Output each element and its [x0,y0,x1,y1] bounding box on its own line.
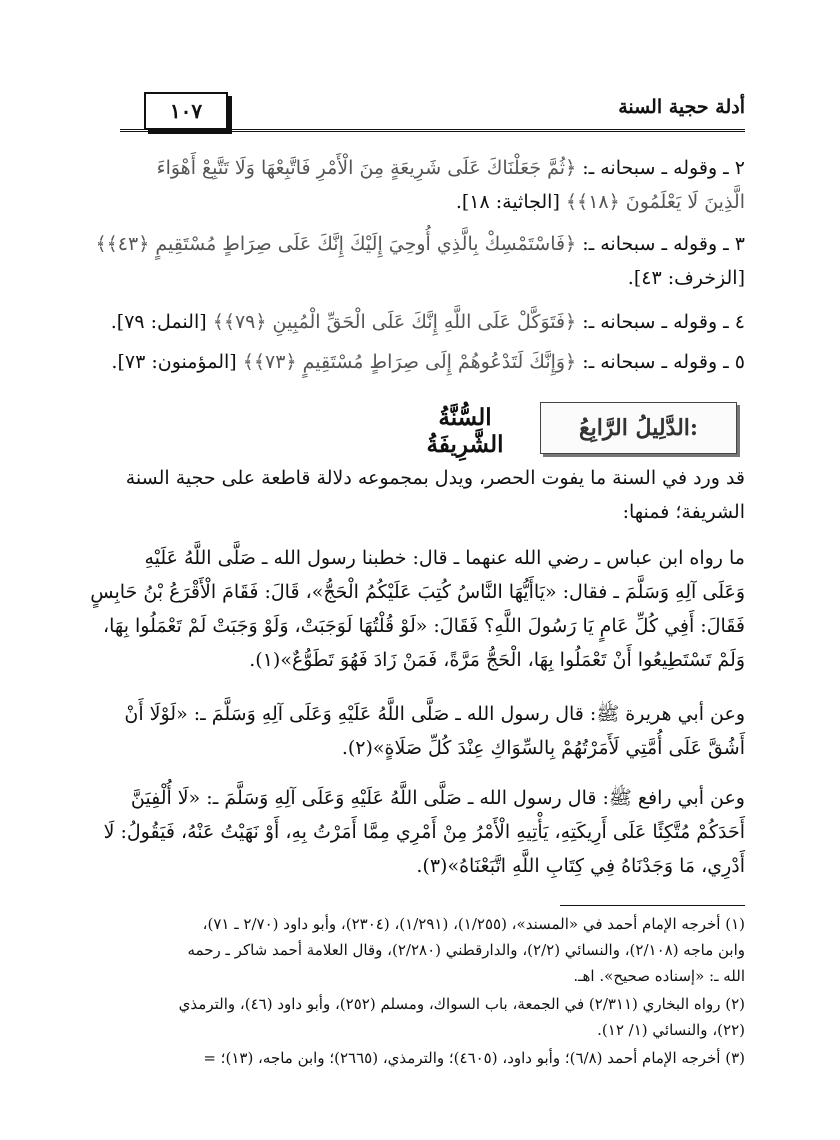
page-number: ١٠٧ [144,92,228,130]
footnote-line: (١) أخرجه الإمام أحمد في «المسند»، (١/٢٥٥)، (١/٢٩١)، (٢٣٠٤)، وأبو داود (٢/٧٠ ـ ٧١)، [202,915,745,933]
footnote-line: (٢) رواه البخاري (٢/٣١١) في الجمعة، باب السواك، ومسلم (٢٥٢)، وأبو داود (٤٦)، والترمذي [178,995,745,1013]
verse-reference: [المؤمنون: ٧٣]. [111,351,243,373]
paragraph-line: الشريفة؛ فمنها: [622,501,745,523]
quran-text: ﴿فَاسْتَمْسِكْ بِالَّذِي أُوحِيَ إِلَيْكَ إِنَّكَ عَلَى صِرَاطٍ مُسْتَقِيمٍ ﴿٤٣﴾﴾ [95,233,577,255]
verse-line [110,306,745,338]
verse-reference: [الجاثية: ١٨]. [455,191,566,213]
verse-reference: [النمل: ٧٩]. [110,311,213,333]
quran-text: ﴿وَإِنَّكَ لَتَدْعُوهُمْ إِلَى صِرَاطٍ مُسْتَقِيمٍ ﴿٧٣﴾﴾ [242,351,577,373]
verse-prefix: ٢ ـ وقوله ـ سبحانه ـ: [576,157,745,179]
header-rule [120,129,745,132]
paragraph-line: وعن أبي هريرة ﷺ: قال رسول الله ـ صَلَّى اللَّهُ عَلَيْهِ وَعَلَى آلِهِ وَسَلَّمَ ـ: «لَوْلَا أَنْ [124,703,745,725]
verse-prefix: ٤ ـ وقوله ـ سبحانه ـ: [576,311,745,333]
verse-prefix: ٥ ـ وقوله ـ سبحانه ـ: [576,351,745,373]
quran-text: الَّذِينَ لَا يَعْلَمُونَ ﴿١٨﴾﴾ [565,191,745,213]
page-header [120,88,745,132]
verse-line [95,228,745,260]
verse-line [120,262,745,294]
verse-line [120,186,745,218]
paragraph-line: وَلَمْ تَسْتَطِيعُوا أَنْ تَعْمَلُوا بِهَا، الْحَجُّ مَرَّةً، فَمَنْ زَادَ فَهُوَ تَطَوُّعٌ»(١). [249,649,745,671]
section-label-box: الدَّلِيلُ الرَّابِعُ: [540,402,737,454]
verse-line [120,152,745,184]
quran-text: ﴿ثُمَّ جَعَلْنَاكَ عَلَى شَرِيعَةٍ مِنَ الْأَمْرِ فَاتَّبِعْهَا وَلَا تَتَّبِعْ أَهْوَاءَ [156,157,577,179]
paragraph-line: أَحَدَكُمْ مُتَّكِئًا عَلَى أَرِيكَتِهِ، يَأْتِيهِ الْأَمْرُ مِنْ أَمْرِي مِمَّا أَمَرْتُ بِهِ، أَوْ نَهَيْتُ عَنْهُ، فَيَقُولُ: لَا [103,821,745,843]
paragraph-line: وَعَلَى آلِهِ وَسَلَّمَ ـ فقال: «يَاأَيُّهَا النَّاسُ كُتِبَ عَلَيْكُمُ الْحَجُّ»، قَالَ: فَقَامَ الْأَقْرَعُ بْنُ حَابِسٍ [90,581,745,603]
quran-text: ﴿فَتَوَكَّلْ عَلَى اللَّهِ إِنَّكَ عَلَى الْحَقِّ الْمُبِينِ ﴿٧٩﴾﴾ [212,311,577,333]
paragraph-line: أَدْرِي، مَا وَجَدْنَاهُ فِي كِتَابِ اللَّهِ اتَّبَعْنَاهُ»(٣). [416,855,745,877]
running-title: أدلة حجية السنة [618,96,745,118]
footnote-line: (٢٢)، والنسائي (١/ ١٢). [597,1021,745,1039]
paragraph-line: قد ورد في السنة ما يفوت الحصر، ويدل بمجموعه دلالة قاطعة على حجية السنة [125,467,745,489]
footnote-rule [560,905,745,906]
paragraph-line: وعن أبي رافع ﷺ: قال رسول الله ـ صَلَّى اللَّهُ عَلَيْهِ وَعَلَى آلِهِ وَسَلَّمَ ـ: «لَا أُلْفِيَنَّ [130,787,745,809]
verse-line [111,346,745,378]
footnote-line: الله ـ: «إسناده صحيح». اهـ. [573,967,745,985]
footnote-line: (٣) أخرجه الإمام أحمد (٦/٨)؛ وأبو داود، (٤٦٠٥)؛ والترمذي، (٢٦٦٥)؛ وابن ماجه، (١٣)؛ = [203,1049,745,1067]
footnote-line: وابن ماجه (٢/١٠٨)، والنسائي (٢/٢)، والدارقطني (٢/٢٨٠)، وقال العلامة أحمد شاكر ـ رحمه [187,941,745,959]
verse-reference: [الزخرف: ٤٣]. [627,267,745,289]
paragraph-line: أَشُقَّ عَلَى أُمَّتِي لَأَمَرْتُهُمْ بِالسِّوَاكِ عِنْدَ كُلِّ صَلَاةٍ»(٢). [341,737,745,759]
paragraph-line: ما رواه ابن عباس ـ رضي الله عنهما ـ قال: خطبنا رسول الله ـ صَلَّى اللَّهُ عَلَيْهِ [144,547,745,569]
paragraph-line: فَقَالَ: أَفِي كُلِّ عَامٍ يَا رَسُولَ اللَّهِ؟ فَقَالَ: «لَوْ قُلْتُهَا لَوَجَبَتْ، وَلَوْ وَجَبَتْ لَمْ تَعْمَلُوا بِهَا، [103,615,745,637]
section-title: السُّنَّةُ الشَّرِيفَةُ [426,404,504,458]
verse-prefix: ٣ ـ وقوله ـ سبحانه ـ: [576,233,745,255]
